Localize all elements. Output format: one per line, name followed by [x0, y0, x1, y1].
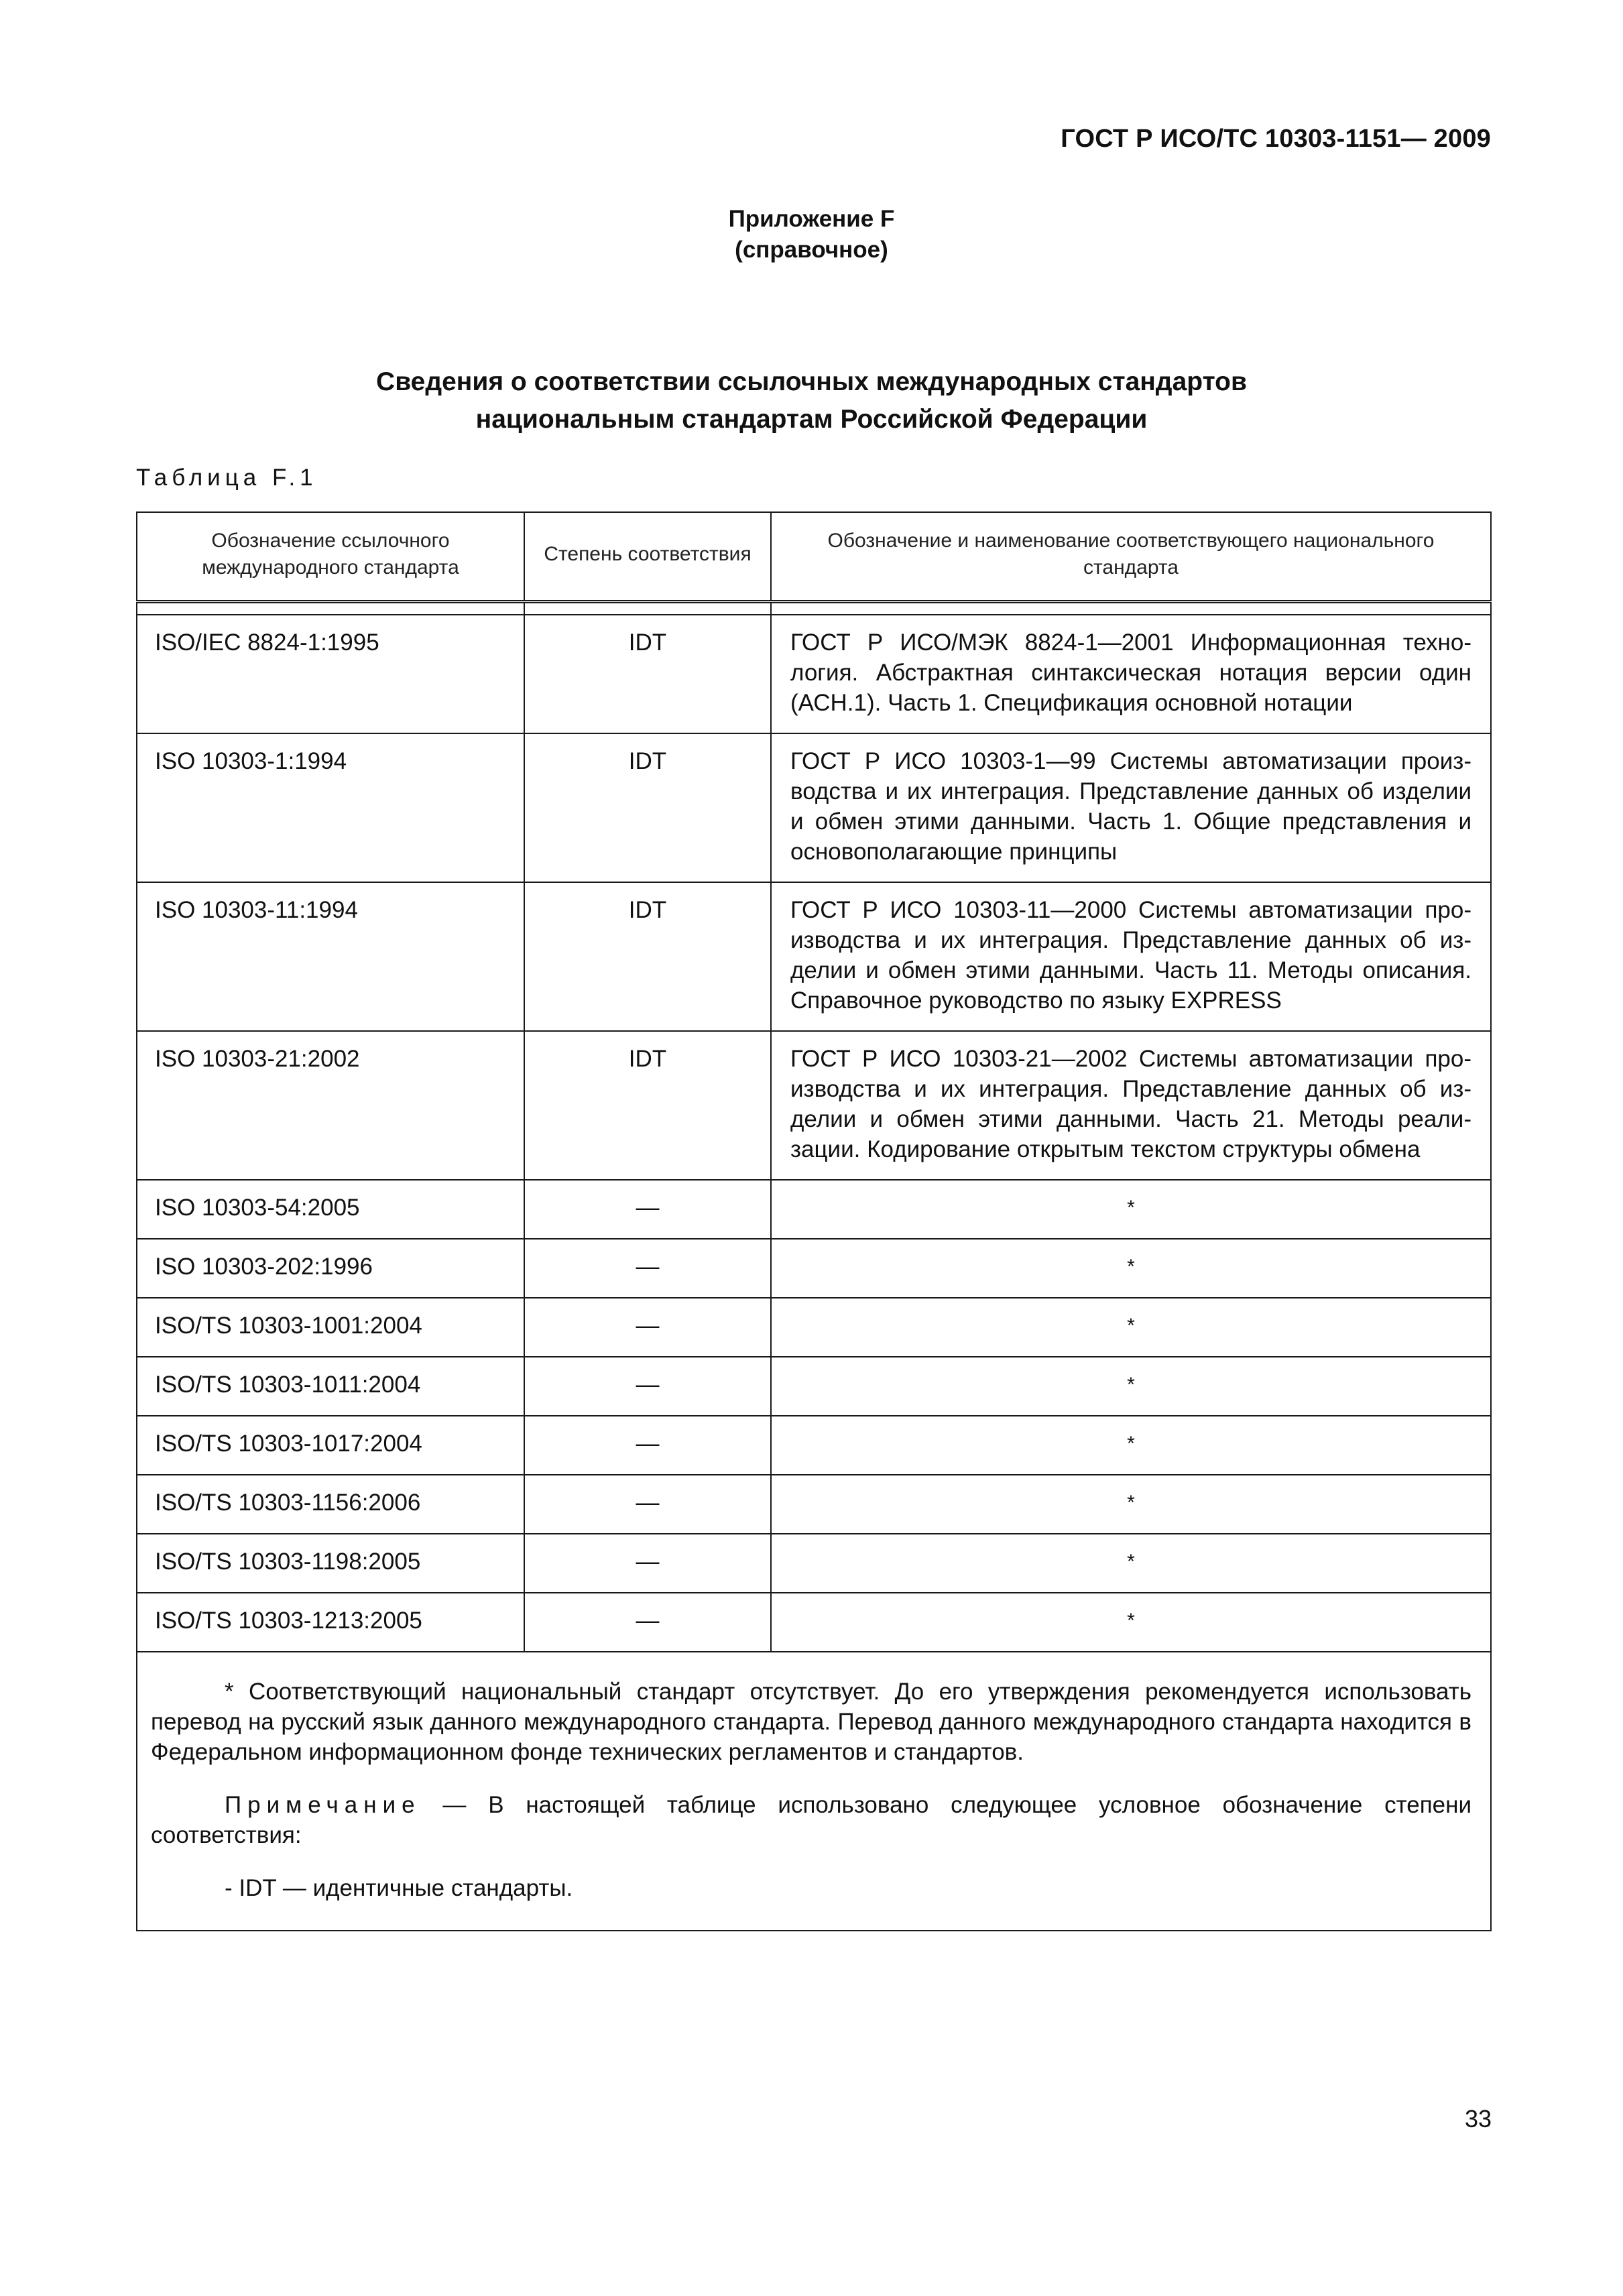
annex-kind: (справочное): [735, 237, 888, 263]
table-row: [137, 1180, 1491, 1239]
degree-cell: —: [524, 1357, 771, 1416]
annex-title: Приложение F: [728, 206, 895, 232]
degree-cell: IDT: [524, 733, 771, 882]
ref-cell: ISO 10303-54:2005: [137, 1180, 524, 1239]
degree-cell: —: [524, 1534, 771, 1593]
table-row: [137, 1357, 1491, 1416]
national-cell: *: [771, 1180, 1491, 1239]
table-row: [137, 882, 1491, 1031]
ref-cell: ISO 10303-21:2002: [137, 1031, 524, 1180]
ref-cell: ISO/TS 10303-1001:2004: [137, 1298, 524, 1357]
national-cell: *: [771, 1534, 1491, 1593]
document-code: ГОСТ Р ИСО/ТС 10303-1151— 2009: [1061, 125, 1491, 153]
section-title-line-2: национальным стандартам Российской Федерации: [475, 405, 1148, 434]
separator-cell: [524, 602, 771, 615]
table-row: [137, 733, 1491, 882]
header-national-standard: Обозначение и наименование соответствующего национального стандарта: [771, 512, 1491, 602]
ref-cell: ISO/TS 10303-1011:2004: [137, 1357, 524, 1416]
table-row: [137, 1593, 1491, 1652]
section-title-line-1: Сведения о соответствии ссылочных международных стандартов: [376, 367, 1247, 396]
header-separator-row: [137, 602, 1491, 615]
separator-cell: [137, 602, 524, 615]
footnote-text: * Соответствующий национальный стандарт отсутствует. До его утверждения рекомендуется использовать перевод на русский язык данного международного стандарта. Перевод данного международного стандарта находится в Федеральном информационном фонде технических регламентов и стандартов.: [151, 1679, 1471, 1765]
table-footnote-cell: [137, 1652, 1491, 1931]
national-cell: ГОСТ Р ИСО 10303-21—2002 Системы автоматизации производства и их интеграция. Представление данных об изделии и обмен этими данными. Часть 21. Методы реализации. Кодирование открытым текстом структуры обмена: [771, 1031, 1491, 1180]
degree-cell: IDT: [524, 1031, 771, 1180]
national-cell: *: [771, 1298, 1491, 1357]
table-row: [137, 1475, 1491, 1534]
note-label: Примечание: [225, 1792, 421, 1818]
ref-cell: ISO/TS 10303-1213:2005: [137, 1593, 524, 1652]
table-caption: Таблица F.1: [136, 465, 318, 491]
degree-cell: —: [524, 1475, 771, 1534]
degree-cell: IDT: [524, 615, 771, 733]
header-ref-standard: Обозначение ссылочного международного стандарта: [137, 512, 524, 602]
ref-cell: ISO 10303-11:1994: [137, 882, 524, 1031]
correspondence-table: [136, 511, 1492, 1931]
correspondence-table-wrap: [136, 511, 1490, 1931]
national-cell: *: [771, 1239, 1491, 1298]
table-row: [137, 1239, 1491, 1298]
table-footnote-row: [137, 1652, 1491, 1931]
table-row: [137, 1534, 1491, 1593]
table-row: [137, 615, 1491, 733]
degree-cell: —: [524, 1239, 771, 1298]
degree-cell: —: [524, 1180, 771, 1239]
page-number: 33: [1464, 2105, 1492, 2132]
national-cell: *: [771, 1357, 1491, 1416]
national-cell: ГОСТ Р ИСО 10303-11—2000 Системы автоматизации производства и их интеграция. Представление данных об изделии и обмен этими данными. Часть 11. Методы описания. Справочное руководство по языку EXPRESS: [771, 882, 1491, 1031]
separator-cell: [771, 602, 1491, 615]
national-cell: *: [771, 1475, 1491, 1534]
ref-cell: ISO 10303-202:1996: [137, 1239, 524, 1298]
annex-heading: [0, 204, 1623, 265]
degree-cell: —: [524, 1593, 771, 1652]
ref-cell: ISO/TS 10303-1198:2005: [137, 1534, 524, 1593]
national-cell: ГОСТ Р ИСО 10303-1—99 Системы автоматизации производства и их интеграция. Представление данных об изделии и обмен этими данными. Часть 1. Общие представления и основополагающие принципы: [771, 733, 1491, 882]
degree-cell: —: [524, 1298, 771, 1357]
note-paragraph: [151, 1790, 1471, 1850]
note-text: — В настоящей таблице использовано следующее условное обозначение степени соответствия:: [151, 1792, 1471, 1848]
degree-cell: —: [524, 1416, 771, 1475]
ref-cell: ISO/TS 10303-1156:2006: [137, 1475, 524, 1534]
note-item: - IDT — идентичные стандарты.: [225, 1875, 573, 1901]
section-title: [0, 363, 1623, 438]
degree-cell: IDT: [524, 882, 771, 1031]
table-row: [137, 1416, 1491, 1475]
header-degree: Степень соответствия: [524, 512, 771, 602]
ref-cell: ISO 10303-1:1994: [137, 733, 524, 882]
national-cell: ГОСТ Р ИСО/МЭК 8824-1—2001 Информационная технология. Абстрактная синтаксическая нотация версии один (АСН.1). Часть 1. Спецификация основной нотации: [771, 615, 1491, 733]
ref-cell: ISO/TS 10303-1017:2004: [137, 1416, 524, 1475]
table-row: [137, 1298, 1491, 1357]
national-cell: *: [771, 1416, 1491, 1475]
ref-cell: ISO/IEC 8824-1:1995: [137, 615, 524, 733]
national-cell: *: [771, 1593, 1491, 1652]
table-header-row: [137, 512, 1491, 602]
table-row: [137, 1031, 1491, 1180]
